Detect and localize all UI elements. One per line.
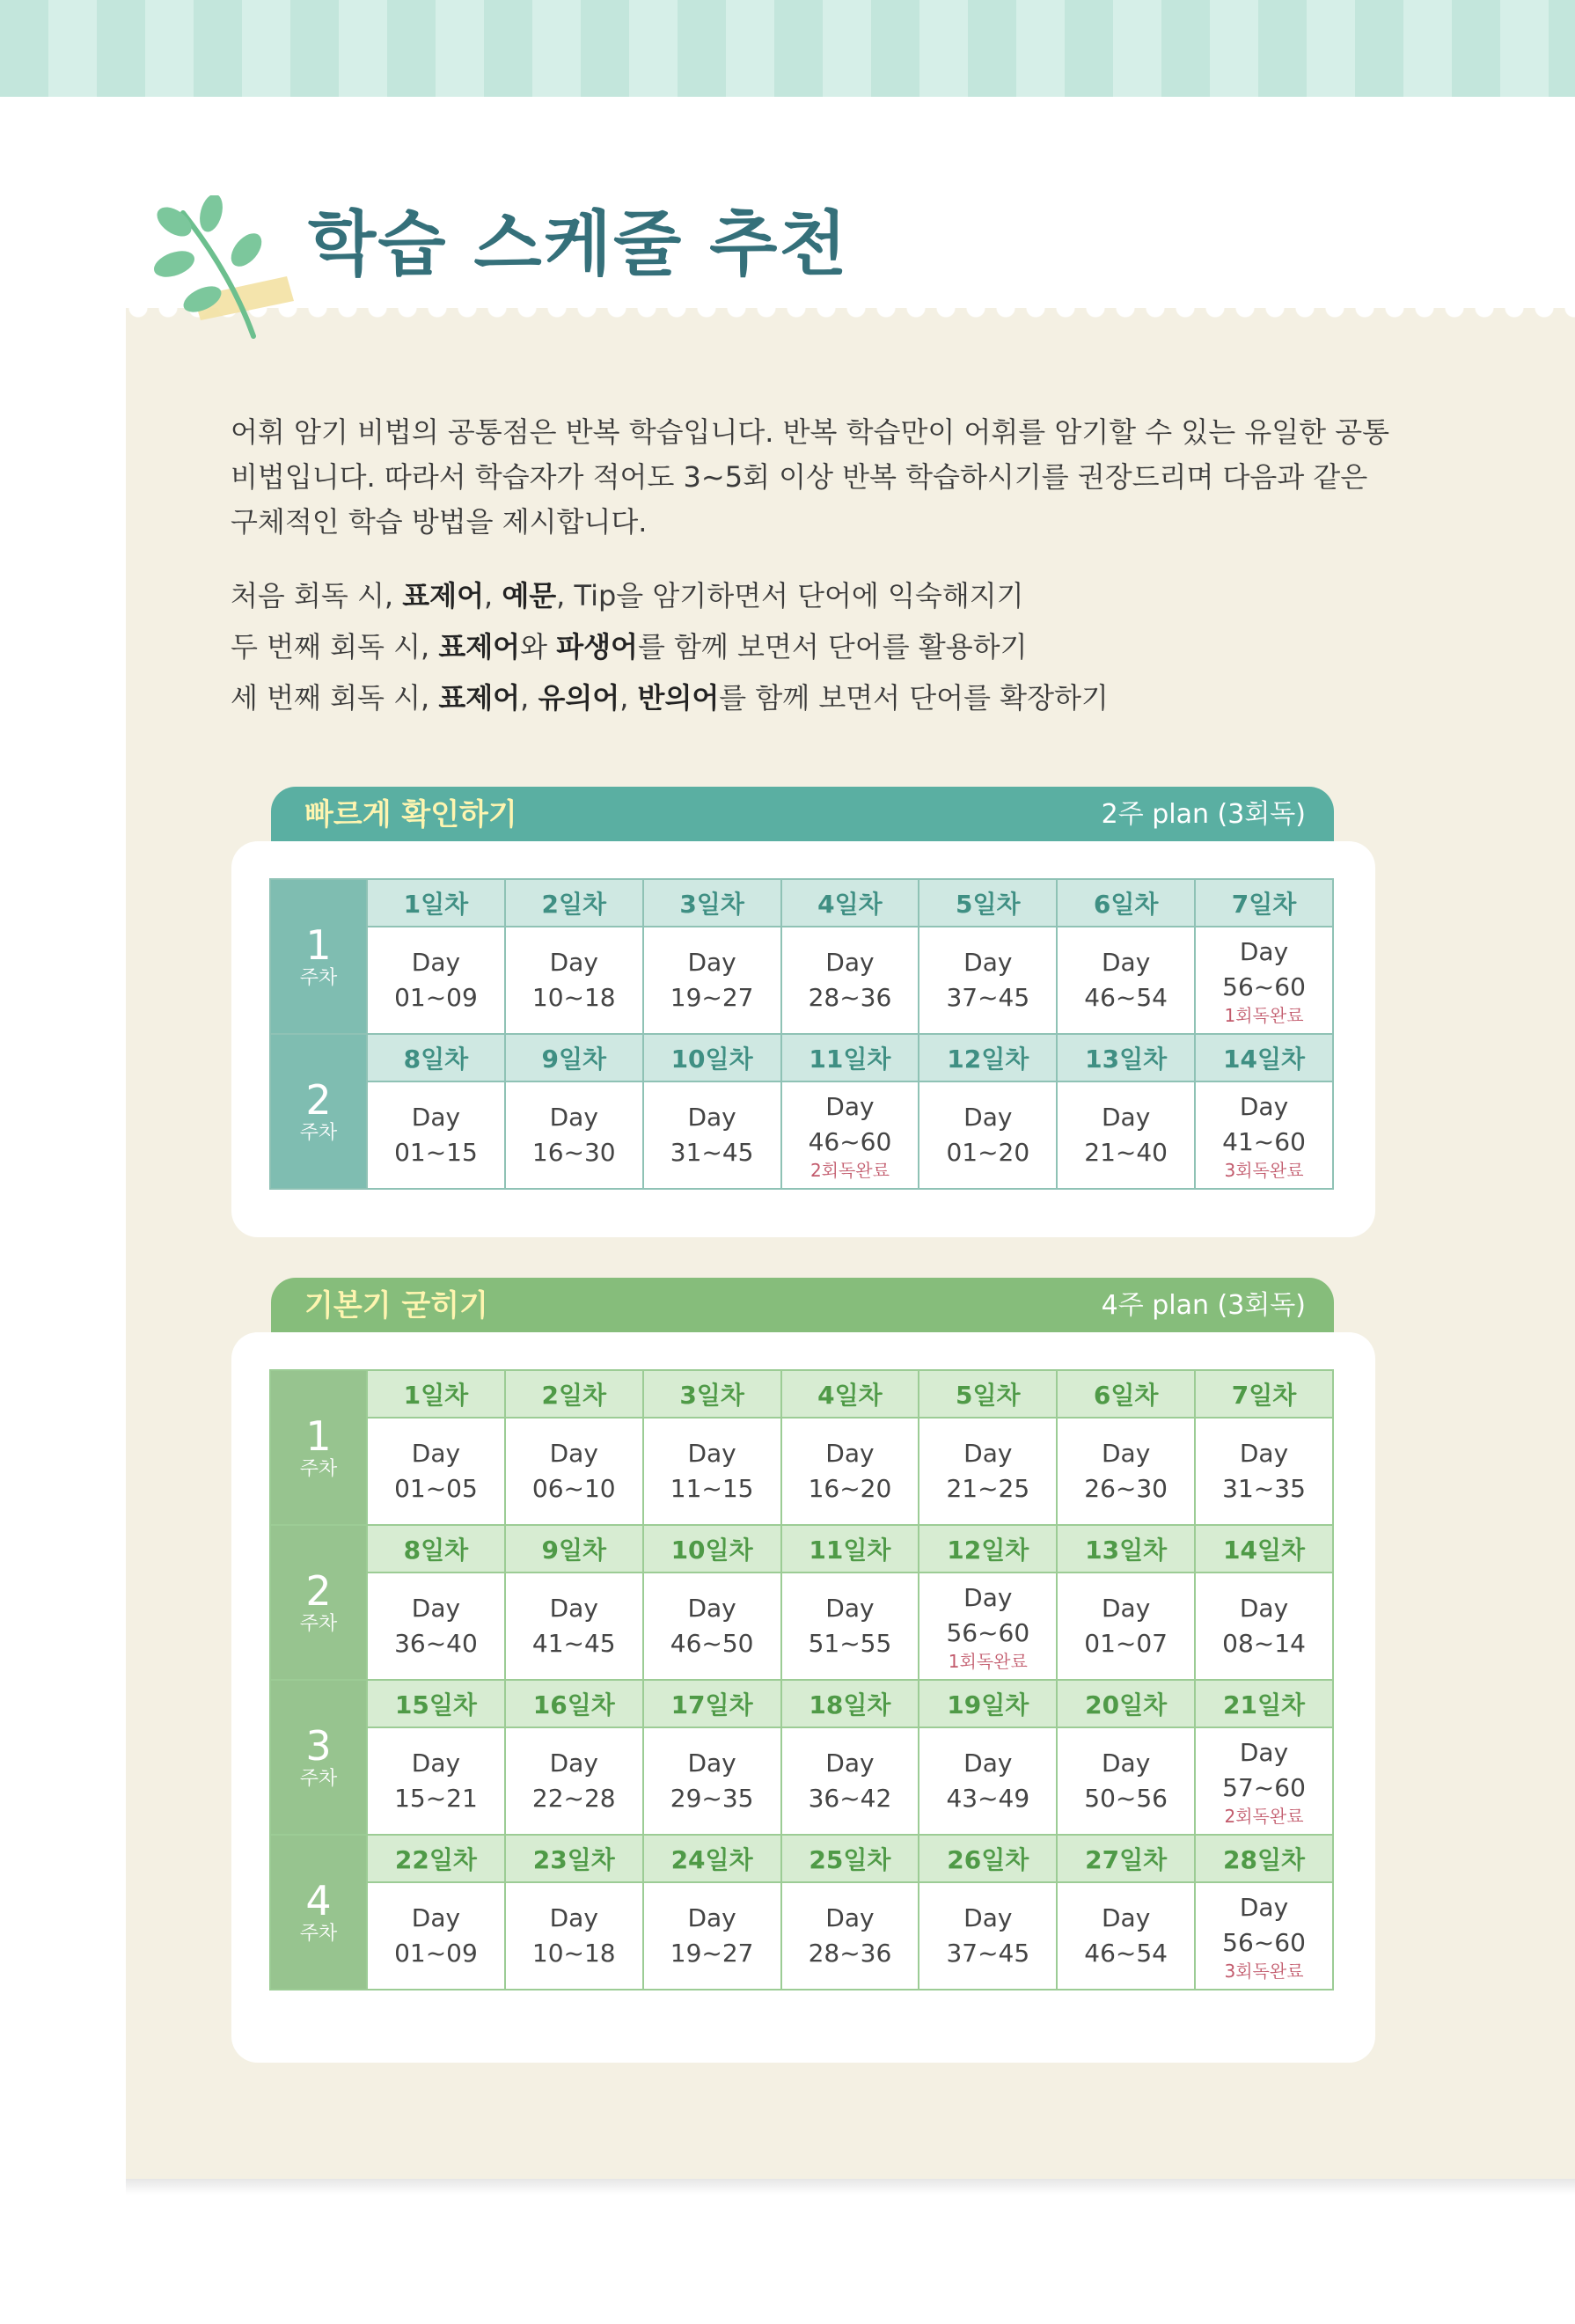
day-header: 19일차 bbox=[919, 1680, 1057, 1727]
day-word: Day bbox=[825, 1748, 875, 1778]
day-header: 10일차 bbox=[643, 1034, 781, 1081]
week-suffix: 주차 bbox=[299, 1613, 338, 1635]
day-header: 7일차 bbox=[1195, 879, 1333, 927]
plan-subtitle: 4주 plan (3회독) bbox=[1101, 1290, 1306, 1321]
day-cell bbox=[643, 1081, 781, 1189]
week-label bbox=[270, 879, 367, 1034]
day-range: 31~45 bbox=[670, 1138, 754, 1167]
day-range: 16~20 bbox=[808, 1474, 892, 1503]
day-cell bbox=[919, 927, 1057, 1034]
day-range: 56~60 bbox=[1222, 1928, 1306, 1957]
day-cell bbox=[505, 1727, 643, 1835]
day-cell bbox=[367, 1081, 505, 1189]
day-range: 56~60 bbox=[946, 1618, 1030, 1647]
day-word: Day bbox=[1239, 1893, 1289, 1922]
week-label bbox=[270, 1680, 367, 1835]
day-word: Day bbox=[687, 948, 736, 977]
day-word: Day bbox=[549, 1903, 598, 1932]
day-cell bbox=[367, 1573, 505, 1680]
day-range: 21~40 bbox=[1084, 1138, 1168, 1167]
day-range: 36~40 bbox=[394, 1629, 478, 1658]
day-range: 06~10 bbox=[531, 1474, 616, 1503]
plan-card bbox=[231, 841, 1375, 1237]
day-word: Day bbox=[549, 1103, 598, 1132]
day-word: Day bbox=[549, 1594, 598, 1623]
day-range: 01~09 bbox=[394, 983, 478, 1012]
week-header-row bbox=[270, 1370, 1333, 1418]
day-cell bbox=[505, 1573, 643, 1680]
day-header: 28일차 bbox=[1195, 1835, 1333, 1882]
day-header: 17일차 bbox=[643, 1680, 781, 1727]
step-2: 두 번째 회독 시, 표제어와 파생어를 함께 보면서 단어를 활용하기 bbox=[231, 630, 1028, 663]
day-cell bbox=[919, 1418, 1057, 1525]
day-header: 13일차 bbox=[1057, 1034, 1195, 1081]
day-cell bbox=[1195, 1882, 1333, 1990]
plan-header bbox=[271, 787, 1334, 843]
week-suffix: 주차 bbox=[299, 1768, 338, 1790]
day-range: 01~05 bbox=[394, 1474, 478, 1503]
day-cell bbox=[781, 1418, 919, 1525]
day-word: Day bbox=[825, 1594, 875, 1623]
day-header: 5일차 bbox=[919, 1370, 1057, 1418]
day-header: 22일차 bbox=[367, 1835, 505, 1882]
day-cell bbox=[1195, 1081, 1333, 1189]
step-3: 세 번째 회독 시, 표제어, 유의어, 반의어를 함께 보면서 단어를 확장하기 bbox=[231, 681, 1109, 715]
day-word: Day bbox=[963, 948, 1013, 977]
plan-name: 빠르게 확인하기 bbox=[304, 797, 517, 832]
week-number: 3 bbox=[305, 1722, 332, 1770]
day-range: 01~07 bbox=[1084, 1629, 1168, 1658]
day-cell bbox=[1195, 1418, 1333, 1525]
day-cell bbox=[1057, 1573, 1195, 1680]
day-cell bbox=[781, 1573, 919, 1680]
week-number: 1 bbox=[305, 1412, 332, 1460]
day-range: 28~36 bbox=[808, 1939, 892, 1968]
day-range: 16~30 bbox=[531, 1138, 616, 1167]
week-content-row bbox=[270, 1418, 1333, 1525]
day-range: 19~27 bbox=[670, 1939, 754, 1968]
day-cell bbox=[781, 927, 919, 1034]
day-word: Day bbox=[687, 1748, 736, 1778]
day-word: Day bbox=[411, 1594, 461, 1623]
completion-note: 3회독완료 bbox=[1224, 1160, 1304, 1181]
day-range: 43~49 bbox=[946, 1784, 1030, 1813]
day-range: 01~20 bbox=[946, 1138, 1030, 1167]
week-header-row bbox=[270, 1525, 1333, 1573]
week-label bbox=[270, 1525, 367, 1680]
day-cell bbox=[367, 1418, 505, 1525]
leaf-sprig-icon bbox=[148, 195, 324, 345]
day-word: Day bbox=[687, 1439, 736, 1468]
day-cell bbox=[643, 927, 781, 1034]
day-range: 50~56 bbox=[1084, 1784, 1168, 1813]
day-cell bbox=[505, 1882, 643, 1990]
day-range: 31~35 bbox=[1222, 1474, 1306, 1503]
study-steps bbox=[231, 570, 1392, 723]
day-header: 3일차 bbox=[643, 1370, 781, 1418]
day-cell bbox=[919, 1727, 1057, 1835]
day-cell bbox=[643, 1727, 781, 1835]
completion-note: 2회독완료 bbox=[1224, 1806, 1304, 1827]
completion-note: 1회독완료 bbox=[948, 1651, 1028, 1672]
week-content-row bbox=[270, 1081, 1333, 1189]
day-cell bbox=[781, 1081, 919, 1189]
day-word: Day bbox=[687, 1103, 736, 1132]
day-header: 12일차 bbox=[919, 1525, 1057, 1573]
week-content-row bbox=[270, 1573, 1333, 1680]
day-word: Day bbox=[1101, 1594, 1151, 1623]
day-range: 29~35 bbox=[670, 1784, 754, 1813]
day-word: Day bbox=[963, 1583, 1013, 1612]
day-word: Day bbox=[1239, 1092, 1289, 1121]
day-cell bbox=[643, 1882, 781, 1990]
day-header: 8일차 bbox=[367, 1525, 505, 1573]
day-range: 15~21 bbox=[394, 1784, 478, 1813]
day-word: Day bbox=[1239, 937, 1289, 966]
day-range: 21~25 bbox=[946, 1474, 1030, 1503]
plan-header bbox=[271, 1278, 1334, 1334]
day-word: Day bbox=[549, 1748, 598, 1778]
day-range: 56~60 bbox=[1222, 972, 1306, 1001]
day-header: 3일차 bbox=[643, 879, 781, 927]
completion-note: 2회독완료 bbox=[809, 1160, 890, 1181]
week-label bbox=[270, 1034, 367, 1189]
day-header: 26일차 bbox=[919, 1835, 1057, 1882]
day-cell bbox=[1057, 1418, 1195, 1525]
week-header-row bbox=[270, 1034, 1333, 1081]
day-header: 21일차 bbox=[1195, 1680, 1333, 1727]
day-header: 11일차 bbox=[781, 1034, 919, 1081]
day-header: 8일차 bbox=[367, 1034, 505, 1081]
day-header: 23일차 bbox=[505, 1835, 643, 1882]
week-suffix: 주차 bbox=[299, 967, 338, 989]
day-header: 6일차 bbox=[1057, 879, 1195, 927]
day-range: 36~42 bbox=[808, 1784, 892, 1813]
day-header: 10일차 bbox=[643, 1525, 781, 1573]
page-title: 학습 스케줄 추천 bbox=[308, 203, 849, 285]
day-header: 4일차 bbox=[781, 879, 919, 927]
day-word: Day bbox=[1101, 1748, 1151, 1778]
week-number: 1 bbox=[305, 921, 332, 969]
day-range: 28~36 bbox=[808, 983, 892, 1012]
week-suffix: 주차 bbox=[299, 1122, 338, 1144]
intro-paragraph: 어휘 암기 비법의 공통점은 반복 학습입니다. 반복 학습만이 어휘를 암기할 수 있는 유일한 공통 비법입니다. 따라서 학습자가 적어도 3~5회 이상 반복 학습하시기를 권장드리며 다음과 같은 구체적인 학습 방법을 제시합니다. bbox=[231, 415, 1390, 539]
day-header: 15일차 bbox=[367, 1680, 505, 1727]
day-header: 14일차 bbox=[1195, 1525, 1333, 1573]
day-word: Day bbox=[825, 1092, 875, 1121]
day-word: Day bbox=[411, 1748, 461, 1778]
day-word: Day bbox=[549, 1439, 598, 1468]
schedule-table bbox=[269, 878, 1334, 1190]
day-header: 14일차 bbox=[1195, 1034, 1333, 1081]
day-header: 9일차 bbox=[505, 1525, 643, 1573]
top-stripe-banner bbox=[0, 0, 1575, 97]
plan-name: 기본기 굳히기 bbox=[304, 1288, 488, 1323]
day-word: Day bbox=[825, 1903, 875, 1932]
day-word: Day bbox=[687, 1903, 736, 1932]
week-content-row bbox=[270, 927, 1333, 1034]
day-header: 1일차 bbox=[367, 1370, 505, 1418]
day-cell bbox=[367, 927, 505, 1034]
week-content-row bbox=[270, 1727, 1333, 1835]
day-range: 46~54 bbox=[1084, 1939, 1168, 1968]
day-header: 5일차 bbox=[919, 879, 1057, 927]
day-cell bbox=[367, 1727, 505, 1835]
day-cell bbox=[505, 927, 643, 1034]
week-number: 4 bbox=[305, 1877, 332, 1924]
day-word: Day bbox=[825, 1439, 875, 1468]
day-header: 24일차 bbox=[643, 1835, 781, 1882]
day-word: Day bbox=[963, 1103, 1013, 1132]
day-header: 6일차 bbox=[1057, 1370, 1195, 1418]
plan-card bbox=[231, 1332, 1375, 2063]
day-cell bbox=[919, 1882, 1057, 1990]
week-number: 2 bbox=[305, 1076, 332, 1124]
day-cell bbox=[643, 1573, 781, 1680]
schedule-table bbox=[269, 1369, 1334, 1990]
day-header: 20일차 bbox=[1057, 1680, 1195, 1727]
day-cell bbox=[1057, 1882, 1195, 1990]
day-word: Day bbox=[549, 948, 598, 977]
completion-note: 1회독완료 bbox=[1224, 1005, 1304, 1026]
day-cell bbox=[1195, 1727, 1333, 1835]
day-cell bbox=[1195, 1573, 1333, 1680]
day-range: 41~60 bbox=[1222, 1127, 1306, 1156]
day-header: 9일차 bbox=[505, 1034, 643, 1081]
day-header: 12일차 bbox=[919, 1034, 1057, 1081]
day-header: 27일차 bbox=[1057, 1835, 1195, 1882]
day-header: 16일차 bbox=[505, 1680, 643, 1727]
week-header-row bbox=[270, 1680, 1333, 1727]
day-word: Day bbox=[1239, 1439, 1289, 1468]
day-word: Day bbox=[1101, 948, 1151, 977]
day-word: Day bbox=[1239, 1738, 1289, 1767]
week-number: 2 bbox=[305, 1567, 332, 1615]
day-range: 41~45 bbox=[531, 1629, 616, 1658]
day-cell bbox=[643, 1418, 781, 1525]
paper-shadow bbox=[126, 2179, 1575, 2195]
step-1: 처음 회독 시, 표제어, 예문, Tip을 암기하면서 단어에 익숙해지기 bbox=[231, 579, 1024, 612]
day-range: 46~54 bbox=[1084, 983, 1168, 1012]
day-cell bbox=[505, 1081, 643, 1189]
week-header-row bbox=[270, 1835, 1333, 1882]
day-word: Day bbox=[411, 948, 461, 977]
plan-subtitle: 2주 plan (3회독) bbox=[1101, 799, 1306, 830]
day-range: 37~45 bbox=[946, 1939, 1030, 1968]
day-word: Day bbox=[411, 1103, 461, 1132]
week-label bbox=[270, 1835, 367, 1990]
day-cell bbox=[919, 1573, 1057, 1680]
day-cell bbox=[1195, 927, 1333, 1034]
day-word: Day bbox=[1239, 1594, 1289, 1623]
week-suffix: 주차 bbox=[299, 1458, 338, 1480]
day-range: 46~60 bbox=[808, 1127, 892, 1156]
day-range: 19~27 bbox=[670, 983, 754, 1012]
day-word: Day bbox=[963, 1903, 1013, 1932]
week-suffix: 주차 bbox=[299, 1923, 338, 1945]
day-range: 57~60 bbox=[1222, 1773, 1306, 1802]
day-range: 46~50 bbox=[670, 1629, 754, 1658]
day-word: Day bbox=[963, 1439, 1013, 1468]
week-label bbox=[270, 1370, 367, 1525]
day-cell bbox=[781, 1727, 919, 1835]
day-header: 18일차 bbox=[781, 1680, 919, 1727]
day-cell bbox=[1057, 1081, 1195, 1189]
day-range: 26~30 bbox=[1084, 1474, 1168, 1503]
week-header-row bbox=[270, 879, 1333, 927]
day-word: Day bbox=[687, 1594, 736, 1623]
day-cell bbox=[781, 1882, 919, 1990]
day-word: Day bbox=[1101, 1903, 1151, 1932]
day-range: 01~09 bbox=[394, 1939, 478, 1968]
day-range: 11~15 bbox=[670, 1474, 754, 1503]
day-cell bbox=[919, 1081, 1057, 1189]
day-cell bbox=[1057, 927, 1195, 1034]
day-word: Day bbox=[411, 1903, 461, 1932]
day-word: Day bbox=[825, 948, 875, 977]
day-cell bbox=[367, 1882, 505, 1990]
completion-note: 3회독완료 bbox=[1224, 1961, 1304, 1982]
day-cell bbox=[1057, 1727, 1195, 1835]
day-range: 37~45 bbox=[946, 983, 1030, 1012]
day-header: 4일차 bbox=[781, 1370, 919, 1418]
day-header: 1일차 bbox=[367, 879, 505, 927]
week-content-row bbox=[270, 1882, 1333, 1990]
day-header: 2일차 bbox=[505, 879, 643, 927]
day-header: 11일차 bbox=[781, 1525, 919, 1573]
day-header: 2일차 bbox=[505, 1370, 643, 1418]
scalloped-edge bbox=[126, 296, 1575, 320]
day-word: Day bbox=[963, 1748, 1013, 1778]
day-header: 25일차 bbox=[781, 1835, 919, 1882]
day-range: 10~18 bbox=[531, 983, 616, 1012]
day-range: 10~18 bbox=[531, 1939, 616, 1968]
day-header: 13일차 bbox=[1057, 1525, 1195, 1573]
day-range: 08~14 bbox=[1222, 1629, 1306, 1658]
day-range: 51~55 bbox=[808, 1629, 892, 1658]
day-word: Day bbox=[411, 1439, 461, 1468]
day-range: 01~15 bbox=[394, 1138, 478, 1167]
day-cell bbox=[505, 1418, 643, 1525]
day-word: Day bbox=[1101, 1103, 1151, 1132]
day-header: 7일차 bbox=[1195, 1370, 1333, 1418]
day-word: Day bbox=[1101, 1439, 1151, 1468]
day-range: 22~28 bbox=[531, 1784, 616, 1813]
